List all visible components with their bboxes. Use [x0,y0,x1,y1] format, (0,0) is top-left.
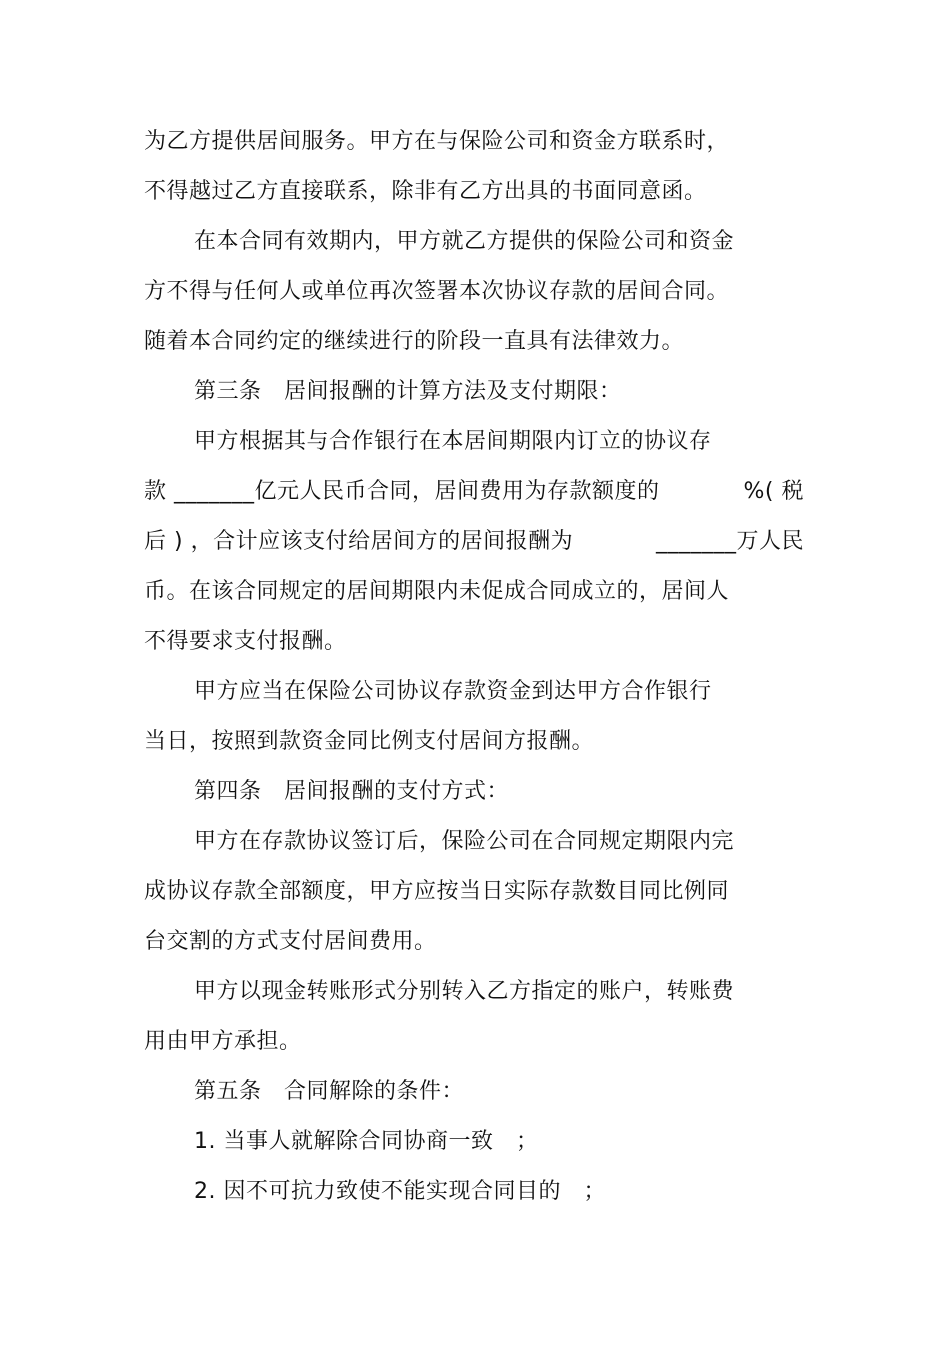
text-line: 不得要求支付报酬。 [144,629,347,654]
text-line: 用由甲方承担。 [144,1029,302,1054]
text-line: 随着本合同约定的继续进行的阶段一直具有法律效力。 [144,329,685,354]
text-line [144,477,804,507]
text-line [144,527,804,557]
list-item: 2. 因不可抗力致使不能实现合同目的 ； [194,1179,606,1204]
text-line: 为乙方提供居间服务。甲方在与保险公司和资金方联系时， [144,129,730,154]
text-line: 甲方以现金转账形式分别转入乙方指定的账户，转账费 [194,979,735,1004]
text-line: 甲方根据其与合作银行在本居间期限内订立的协议存 [194,429,712,454]
section-heading: 第四条 居间报酬的支付方式： [194,779,510,804]
text-line: 甲方应当在保险公司协议存款资金到达甲方合作银行 [194,679,712,704]
text-segment: 后 ) ，合计应该支付给居间方的居间报酬为 [144,529,574,554]
list-item: 1. 当事人就解除合同协商一致 ； [194,1129,539,1154]
text-segment: %( 税 [743,479,804,504]
section-heading: 第三条 居间报酬的计算方法及支付期限： [194,379,622,404]
text-line: 甲方在存款协议签订后，保险公司在合同规定期限内完 [194,829,735,854]
text-segment: _______万人民 [655,529,804,554]
text-line: 在本合同有效期内，甲方就乙方提供的保险公司和资金 [194,229,735,254]
text-line: 当日，按照到款资金同比例支付居间方报酬。 [144,729,595,754]
text-line: 成协议存款全部额度，甲方应按当日实际存款数目同比例同 [144,879,730,904]
text-line: 不得越过乙方直接联系，除非有乙方出具的书面同意函。 [144,179,707,204]
text-segment: 款 _______亿元人民币合同，居间费用为存款额度的 [144,479,660,504]
text-line: 方不得与任何人或单位再次签署本次协议存款的居间合同。 [144,279,730,304]
text-line: 台交割的方式支付居间费用。 [144,929,437,954]
section-heading: 第五条 合同解除的条件： [194,1079,465,1104]
text-line: 币。在该合同规定的居间期限内未促成合同成立的，居间人 [144,579,730,604]
